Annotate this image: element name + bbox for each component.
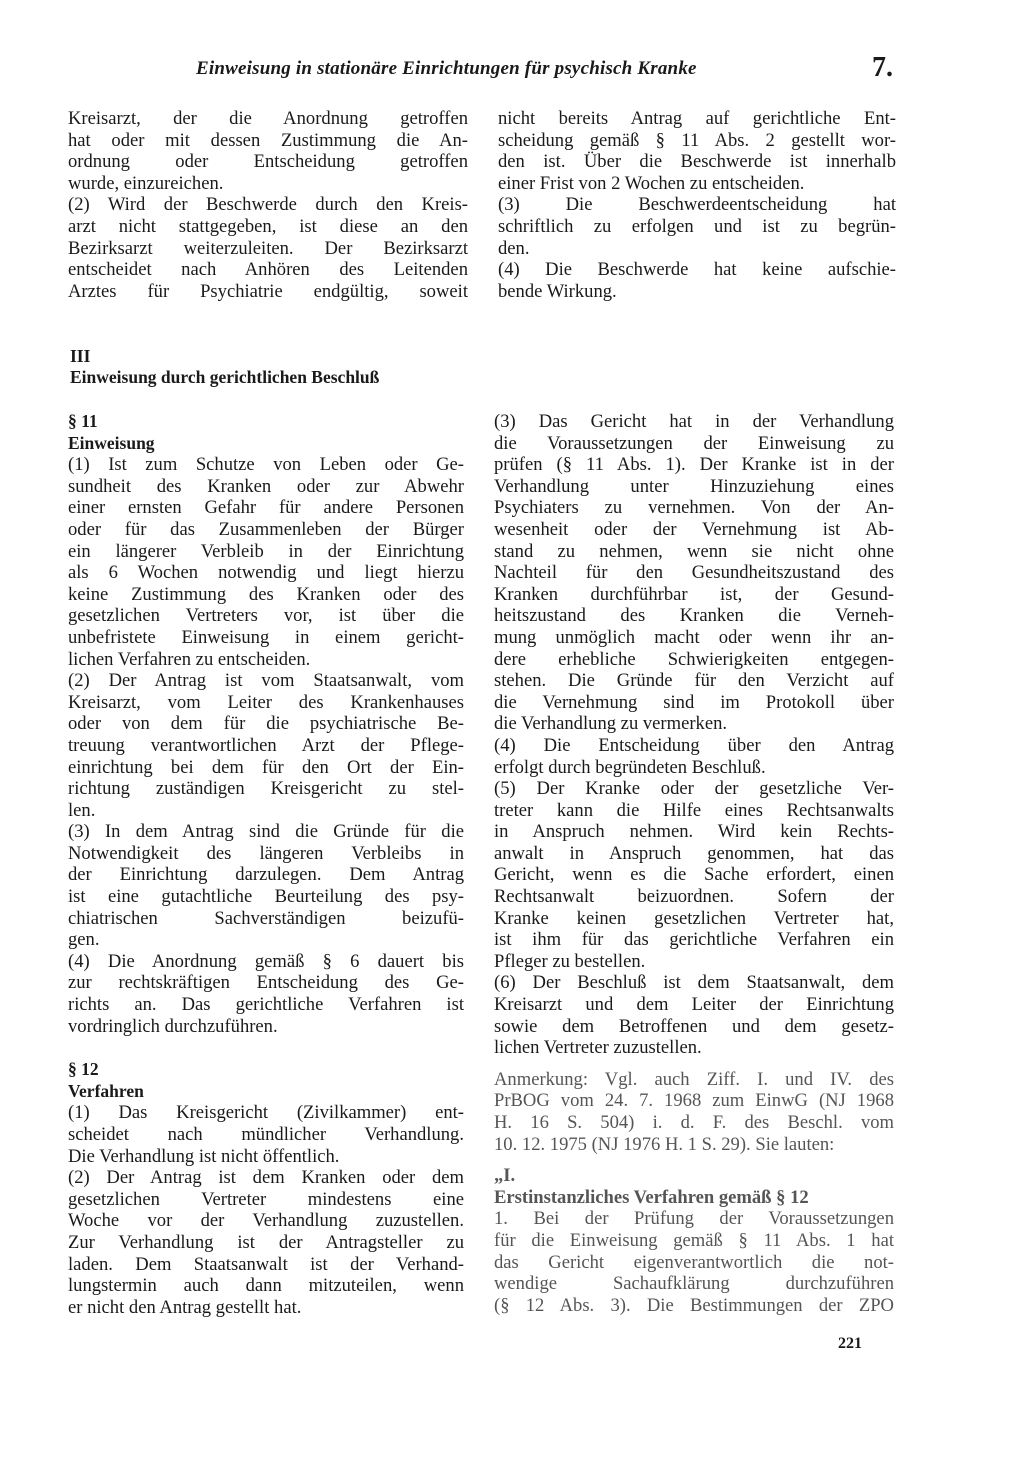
text-line: H. 16 S. 504) i. d. F. des Beschl. vom [494, 1112, 894, 1133]
quote-heading: „I. [494, 1165, 516, 1187]
s11-title: Einweisung [68, 432, 155, 453]
top-left-column [68, 108, 468, 302]
text-line: den. [498, 237, 530, 259]
text-line: vordringlich durchzuführen. [68, 1015, 278, 1037]
text-line: scheidet nach mündlicher Verhandlung. [68, 1124, 464, 1145]
text-line: ist ihm für das gerichtliche Verfahren ein [494, 929, 894, 951]
annotation-lines [494, 1069, 894, 1155]
text-line: PrBOG vom 24. 7. 1968 zum EinwG (NJ 1968 [494, 1090, 894, 1112]
text-line: mung unmöglich macht oder wenn ihr an- [494, 626, 894, 648]
page-number: 221 [838, 1335, 862, 1352]
text-line: ist eine gutachtliche Beurteilung des psy- [68, 886, 464, 908]
annotation-block [494, 1069, 894, 1317]
text-line: scheidung gemäß § 11 Abs. 2 gestellt wor- [498, 129, 896, 151]
s12-continued-body [494, 411, 894, 1059]
text-line: lichen Vertreter zuzustellen. [494, 1037, 702, 1059]
text-line: prüfen (§ 11 Abs. 1). Der Kranke ist in der [494, 454, 894, 476]
text-line: stand zu nehmen, wenn sie nicht ohne [494, 540, 894, 562]
text-line: treter kann die Hilfe eines Rechtsanwalts [494, 799, 894, 821]
text-line: hat oder mit dessen Zustimmung die An- [68, 129, 468, 151]
text-line: oder für das Zusammenleben der Bürger [68, 518, 464, 540]
text-line: (3) In dem Antrag sind die Gründe für die [68, 821, 464, 843]
text-line: Die Verhandlung ist nicht öffentlich. [68, 1145, 340, 1167]
left-main-column [68, 411, 464, 1318]
text-line: richtung zuständigen Kreisgericht zu stel- [68, 778, 464, 800]
text-line: stehen. Die Gründe für den Verzicht auf [494, 670, 894, 692]
text-line: zur rechtskräftigen Entscheidung des Ge- [68, 972, 464, 994]
top-right-lines [498, 108, 896, 302]
text-line: entscheidet nach Anhören des Leitenden [68, 259, 468, 281]
text-line: Gericht, wenn es die Sache erfordert, einen [494, 864, 894, 886]
text-line: Anmerkung: Vgl. auch Ziff. I. und IV. des [494, 1068, 894, 1090]
text-line: sowie dem Betroffenen und dem gesetz- [494, 1015, 894, 1037]
text-line: ordnung oder Entscheidung getroffen [68, 151, 468, 173]
text-line: (3) Das Gericht hat in der Verhandlung [494, 411, 894, 432]
text-line: (5) Der Kranke oder der gesetzliche Ver- [494, 778, 894, 800]
text-line: Bezirksarzt weiterzuleiten. Der Bezirksarzt [68, 237, 468, 259]
text-line: chiatrischen Sachverständigen beizufü- [68, 907, 464, 929]
text-line: lichen Verfahren zu entscheiden. [68, 648, 311, 670]
top-left-lines [68, 108, 468, 302]
text-line: heitszustand des Kranken die Verneh- [494, 605, 894, 627]
text-line: keine Zustimmung des Kranken oder des [68, 583, 464, 605]
s12-title: Verfahren [68, 1080, 144, 1101]
text-line: sundheit des Kranken oder zur Abwehr [68, 475, 464, 497]
text-line: gen. [68, 929, 100, 951]
s11-body [68, 454, 464, 1037]
text-line: Kreisarzt, der die Anordnung getroffen [68, 108, 468, 129]
text-line: das Gericht eigenverantwortlich die not- [494, 1251, 894, 1273]
text-line: erfolgt durch begründeten Beschluß. [494, 756, 766, 778]
text-line: (2) Der Antrag ist vom Staatsanwalt, vom [68, 670, 464, 692]
text-line: (4) Die Anordnung gemäß § 6 dauert bis [68, 950, 464, 972]
text-line: (4) Die Beschwerde hat keine aufschie- [498, 259, 896, 281]
text-line: wendige Sachaufklärung durchzuführen [494, 1273, 894, 1295]
text-line: (2) Wird der Beschwerde durch den Kreis- [68, 194, 468, 216]
section-number: 7. [872, 52, 893, 83]
text-line: Zur Verhandlung ist der Antragsteller zu [68, 1231, 464, 1253]
text-line: Rechtsanwalt beizuordnen. Sofern der [494, 886, 894, 908]
running-header-title: Einweisung in stationäre Einrichtungen für psychisch Kranke [196, 58, 697, 79]
text-line: gesetzlichen Vertreter mindestens eine [68, 1188, 464, 1210]
text-line: 1. Bei der Prüfung der Voraussetzungen [494, 1208, 894, 1230]
text-line: die Verhandlung zu vermerken. [494, 713, 728, 735]
text-line: für die Einweisung gemäß § 11 Abs. 1 hat [494, 1229, 894, 1251]
text-line: laden. Dem Staatsanwalt ist der Verhand- [68, 1253, 464, 1275]
text-line: dere erhebliche Schwierigkeiten entgegen- [494, 648, 894, 670]
text-line: die Vernehmung sind im Protokoll über [494, 691, 894, 713]
text-line: wesenheit oder der Vernehmung ist Ab- [494, 518, 894, 540]
text-line: (§ 12 Abs. 3). Die Bestimmungen der ZPO [494, 1294, 894, 1316]
text-line: Nachteil für den Gesundheitszustand des [494, 562, 894, 584]
text-line: lungstermin auch dann mitzuteilen, wenn [68, 1275, 464, 1297]
text-line: als 6 Wochen notwendig und liegt hierzu [68, 562, 464, 584]
text-line: unbefristete Einweisung in einem gericht- [68, 626, 464, 648]
text-line: nicht bereits Antrag auf gerichtliche Ent- [498, 108, 896, 129]
text-line: Arztes für Psychiatrie endgültig, soweit [68, 280, 468, 302]
text-line: Kranke keinen gesetzlichen Vertreter hat, [494, 907, 894, 929]
text-line: len. [68, 799, 96, 821]
quote-lines [494, 1208, 894, 1316]
right-main-column [494, 411, 894, 1316]
text-line: (2) Der Antrag ist dem Kranken oder dem [68, 1167, 464, 1189]
s11-number: § 11 [68, 411, 98, 431]
text-line: (6) Der Beschluß ist dem Staatsanwalt, dem [494, 972, 894, 994]
text-line: schriftlich zu erfolgen und ist zu begrün- [498, 215, 896, 237]
chapter-heading [70, 346, 379, 388]
text-line: oder von dem für die psychiatrische Be- [68, 713, 464, 735]
chapter-title: Einweisung durch gerichtlichen Beschluß [70, 367, 380, 387]
text-line: arzt nicht stattgegeben, ist diese an den [68, 215, 468, 237]
text-line: einrichtung bei dem für den Ort der Ein- [68, 756, 464, 778]
text-line: den ist. Über die Beschwerde ist innerhalb [498, 151, 896, 173]
text-line: einer ernsten Gefahr für andere Personen [68, 497, 464, 519]
text-line: Kreisarzt, vom Leiter des Krankenhauses [68, 691, 464, 713]
text-line: richts an. Das gerichtliche Verfahren ist [68, 994, 464, 1016]
quote-title: Erstinstanzliches Verfahren gemäß § 12 [494, 1186, 809, 1208]
text-line: Psychiaters zu vernehmen. Von der An- [494, 497, 894, 519]
text-line: Kreisarzt und dem Leiter der Einrichtung [494, 994, 894, 1016]
text-line: in Anspruch nehmen. Wird kein Rechts- [494, 821, 894, 843]
text-line: Notwendigkeit des längeren Verbleibs in [68, 842, 464, 864]
text-line: Pfleger zu bestellen. [494, 950, 646, 972]
text-line: wurde, einzureichen. [68, 172, 224, 194]
text-line: Kranken durchführbar ist, der Gesund- [494, 583, 894, 605]
text-line: anwalt in Anspruch genommen, hat das [494, 842, 894, 864]
text-line: der Einrichtung darzulegen. Dem Antrag [68, 864, 464, 886]
text-line: einer Frist von 2 Wochen zu entscheiden. [498, 172, 805, 194]
s12-body [68, 1102, 464, 1318]
text-line: 10. 12. 1975 (NJ 1976 H. 1 S. 29). Sie lauten: [494, 1133, 835, 1155]
text-line: Verhandlung unter Hinzuziehung eines [494, 475, 894, 497]
text-line: er nicht den Antrag gestellt hat. [68, 1296, 302, 1318]
top-right-column [498, 108, 896, 302]
text-line: (1) Das Kreisgericht (Zivilkammer) ent- [68, 1102, 464, 1124]
text-line: (3) Die Beschwerdeentscheidung hat [498, 194, 896, 216]
text-line: gesetzlichen Vertreters vor, ist über die [68, 605, 464, 627]
text-line: Woche vor der Verhandlung zuzustellen. [68, 1210, 464, 1232]
text-line: (4) Die Entscheidung über den Antrag [494, 734, 894, 756]
text-line: ein längerer Verbleib in der Einrichtung [68, 540, 464, 562]
text-line: (1) Ist zum Schutze von Leben oder Ge- [68, 454, 464, 476]
text-line: treuung verantwortlichen Arzt der Pflege- [68, 734, 464, 756]
chapter-number: III [70, 346, 91, 366]
text-line: bende Wirkung. [498, 280, 617, 302]
text-line: die Voraussetzungen der Einweisung zu [494, 432, 894, 454]
s12-number: § 12 [68, 1059, 99, 1080]
